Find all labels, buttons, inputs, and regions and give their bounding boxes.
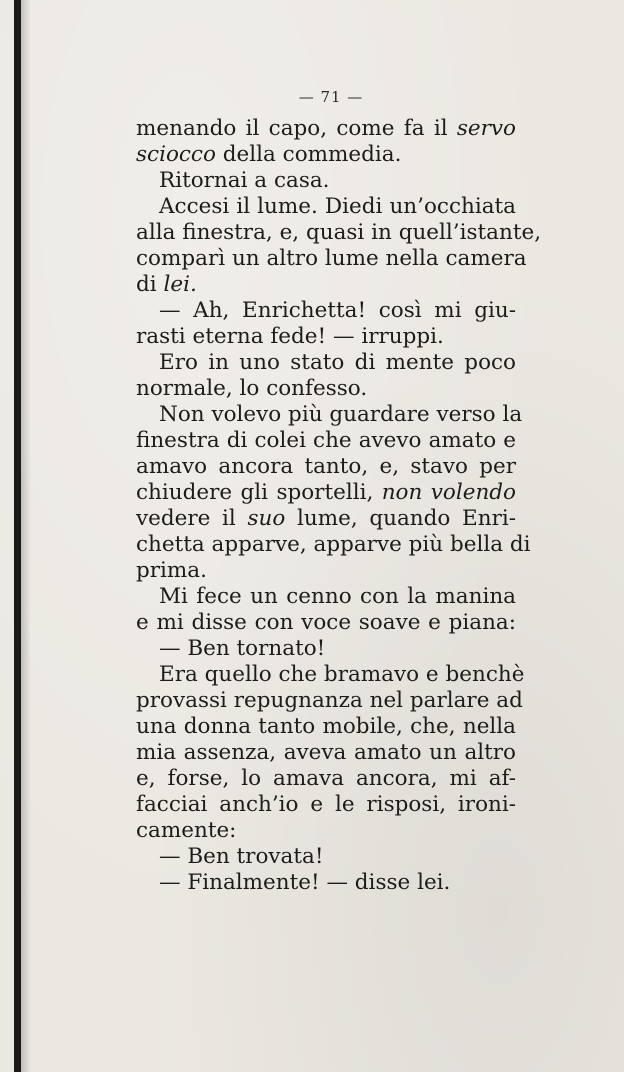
text-line: Era quello che bramavo e benchè	[159, 662, 525, 687]
binding-shadow	[21, 0, 31, 1072]
text-line: normale, lo confesso.	[136, 376, 368, 401]
text-line: sciocco della commedia.	[136, 142, 402, 167]
text-line: rasti eterna fede! — irruppi.	[136, 324, 444, 349]
text-line: menando il capo, come fa il servo	[136, 116, 516, 141]
text-line: finestra di colei che avevo amato e	[136, 428, 516, 453]
text-line: comparì un altro lume nella camera	[136, 246, 527, 271]
text-line: e mi disse con voce soave e piana:	[136, 610, 516, 635]
text-line: facciai anch’io e le risposi, ironi-	[136, 792, 516, 817]
text-line: Accesi il lume. Diedi un’occhiata	[159, 194, 516, 219]
text-line: mia assenza, aveva amato un altro	[136, 740, 516, 765]
body-text	[136, 116, 542, 896]
binding-edge	[14, 0, 21, 1072]
text-line: una donna tanto mobile, che, nella	[136, 714, 516, 739]
text-line: amavo ancora tanto, e, stavo per	[136, 454, 516, 479]
text-line: e, forse, lo amava ancora, mi af-	[136, 766, 516, 791]
text-line: Non volevo più guardare verso la	[159, 402, 523, 427]
page-number: — 71 —	[298, 88, 364, 106]
text-line: Ero in uno stato di mente poco	[159, 350, 516, 375]
text-line: chetta apparve, apparve più bella di	[136, 532, 531, 557]
text-line: chiudere gli sportelli, non volendo	[136, 480, 516, 505]
text-line: Mi fece un cenno con la manina	[159, 584, 516, 609]
text-line: provassi repugnanza nel parlare ad	[136, 688, 523, 713]
text-line: Ritornai a casa.	[159, 168, 330, 193]
text-line: — Ah, Enrichetta! così mi giu-	[159, 298, 516, 323]
text-line: di lei.	[136, 272, 197, 297]
text-line: — Finalmente! — disse lei.	[159, 870, 451, 895]
text-line: — Ben tornato!	[159, 636, 326, 661]
text-line: prima.	[136, 558, 207, 583]
text-line: — Ben trovata!	[159, 844, 324, 869]
text-line: camente:	[136, 818, 237, 843]
text-line: vedere il suo lume, quando Enri-	[136, 506, 517, 531]
text-line: alla finestra, e, quasi in quell’istante,	[136, 220, 542, 245]
